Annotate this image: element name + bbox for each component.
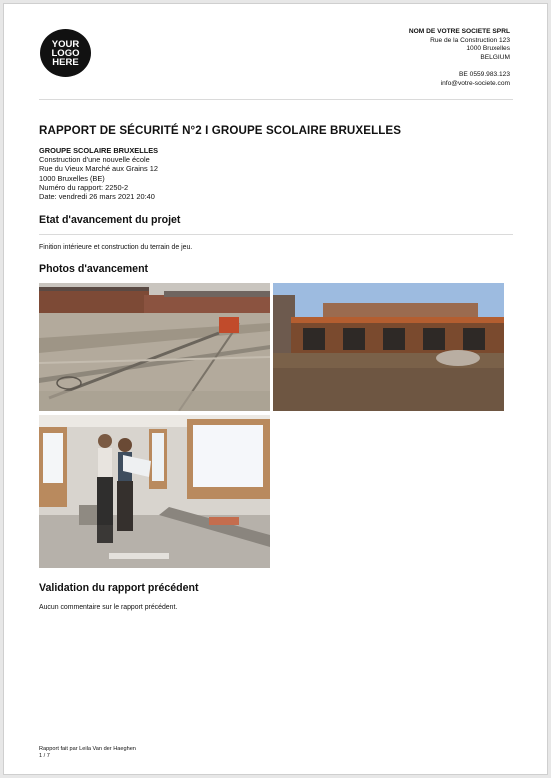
project-details	[39, 146, 158, 201]
project-description: Construction d'une nouvelle école	[39, 155, 150, 165]
project-address-line2: 1000 Bruxelles (BE)	[39, 173, 105, 183]
logo-line-2: LOGO	[51, 47, 80, 59]
footer-page-number: 1 / 7	[39, 753, 50, 759]
progress-photo-2[interactable]	[273, 283, 504, 411]
company-logo	[40, 29, 91, 77]
report-page	[3, 3, 548, 775]
footer-author: Rapport fait par Leila Van der Haeghen	[39, 746, 136, 752]
company-street: Rue de la Construction 123	[430, 36, 510, 44]
validation-text: Aucun commentaire sur le rapport précédent.	[39, 604, 178, 611]
logo-line-3: HERE	[52, 56, 79, 68]
page-footer	[39, 746, 136, 760]
logo-line-1: YOUR	[51, 38, 80, 50]
project-address-line1: Rue du Vieux Marché aux Grains 12	[39, 164, 159, 174]
header-divider	[39, 99, 513, 100]
progress-photo-1[interactable]	[39, 283, 270, 411]
report-date: Date: vendredi 26 mars 2021 20:40	[39, 192, 155, 202]
validation-heading: Validation du rapport précédent	[39, 582, 199, 594]
report-number: Numéro du rapport: 2250-2	[39, 182, 129, 192]
company-email[interactable]: info@votre-societe.com	[440, 79, 510, 87]
company-city: 1000 Bruxelles	[466, 45, 510, 53]
report-title: RAPPORT DE SÉCURITÉ N°2 I GROUPE SCOLAIRE BRUXELLES	[39, 124, 402, 137]
progress-heading: Etat d'avancement du projet	[39, 214, 181, 226]
company-vat: BE 0559.983.123	[459, 71, 510, 79]
company-name: NOM DE VOTRE SOCIETE SPRL	[408, 28, 510, 35]
company-info	[409, 28, 510, 89]
progress-text: Finition intérieure et construction du terrain de jeu.	[39, 244, 193, 251]
progress-divider	[39, 234, 513, 235]
photos-heading: Photos d'avancement	[39, 263, 149, 275]
project-name: GROUPE SCOLAIRE BRUXELLES	[39, 146, 159, 155]
progress-photo-3[interactable]	[39, 415, 270, 568]
company-country: BELGIUM	[480, 53, 510, 61]
